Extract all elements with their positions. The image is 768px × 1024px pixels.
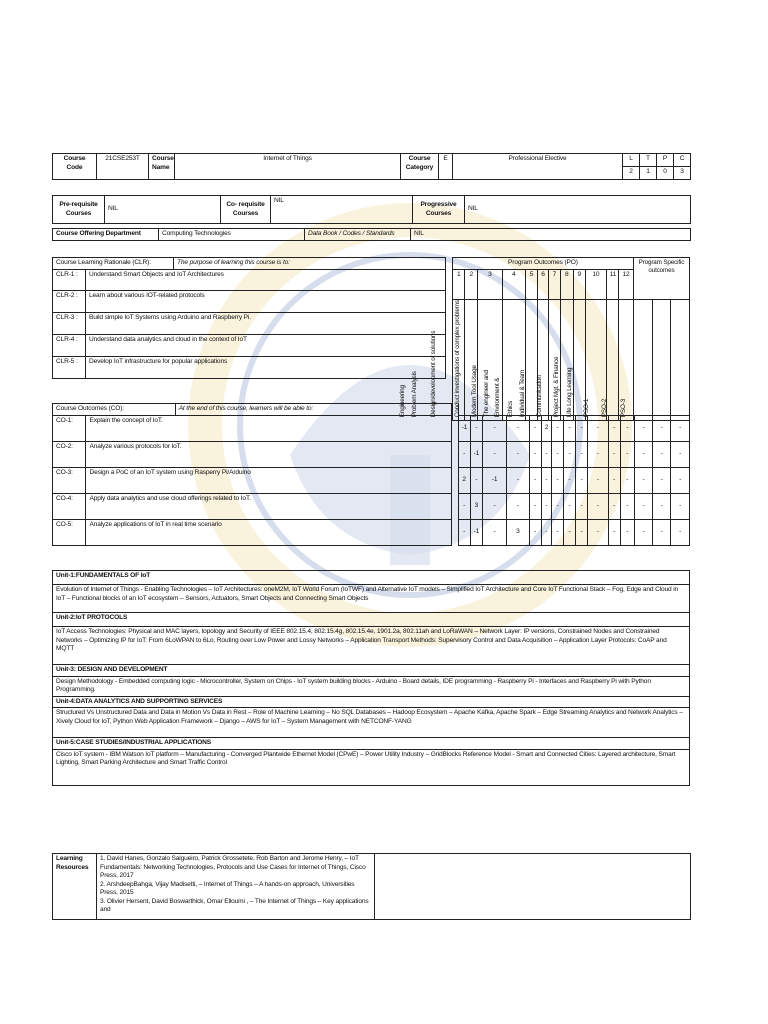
resource-item: 2. ArshdeepBahga, Vijay Madisetti, – Internet of Things – A hands-on approach, Universities Press, 2015 (100, 880, 355, 897)
co-po-mapping: - (576, 442, 588, 468)
unit-title: Unit-3: DESIGN AND DEVELOPMENT (53, 665, 690, 677)
co-po-mapping: - (620, 494, 634, 520)
co-po-mapping: - (482, 520, 506, 546)
clr-table (52, 257, 446, 379)
co-po-mapping: - (671, 468, 690, 494)
prereq-value: NIL (105, 196, 221, 224)
po-heading-text: Conduct investigations of complex problems (453, 300, 461, 418)
co-po-mapping: - (634, 468, 652, 494)
co-text: Apply data analytics and use cloud offerings related to IoT. (86, 494, 451, 520)
co-text: Analyze various protocols for IoT. (86, 442, 451, 468)
learning-resources-table (52, 853, 691, 920)
co-po-mapping: - (507, 494, 529, 520)
category-name: Professional Elective (453, 154, 623, 180)
co-po-mapping: - (588, 520, 608, 546)
unit-body: Structured Vs Unstructured Data and Data in Motion Vs Data in Rest – Role of Machine Learning – No SQL Databases – Hadoop Ecosystem – Apache Kafka, Apache Spark – Edge Streaming Analytics and Network Analytics – Xively Cloud for IoT, Python Web Application Framework – Django – AWS for IoT – System Management with NETCONF-YANG (53, 708, 690, 738)
co-po-mapping: 2 (458, 468, 470, 494)
progressive-label: Progressive Courses (413, 196, 465, 224)
ltpc-value: 2 (623, 167, 640, 180)
po-heading-text: Environment & (494, 378, 502, 418)
co-po-mapping: - (576, 520, 588, 546)
co-po-mapping: - (482, 494, 506, 520)
course-name: Internet of Things (175, 154, 401, 180)
course-header-table (52, 153, 691, 180)
po-heading-text: PSO-2 (601, 399, 609, 418)
co-gap (451, 416, 458, 442)
co-po-mapping: - (470, 468, 482, 494)
po-heading-text: Individual & Team (519, 370, 527, 418)
co-po-mapping: - (671, 494, 690, 520)
po-heading-text: PSO-1 (582, 399, 590, 418)
co-po-mapping: - (608, 416, 620, 442)
co-po-mapping: - (551, 416, 563, 442)
co-po-mapping: - (507, 416, 529, 442)
co-po-mapping: - (608, 494, 620, 520)
co-po-mapping: - (507, 442, 529, 468)
co-po-mapping: - (470, 416, 482, 442)
co-po-mapping: - (620, 520, 634, 546)
databook-value: NIL (411, 229, 691, 241)
co-po-mapping: - (458, 442, 470, 468)
co-po-mapping: - (634, 520, 652, 546)
units-table (52, 570, 690, 786)
unit-title: Unit-5:CASE STUDIES/INDUSTRIAL APPLICATIONS (53, 738, 690, 750)
co-po-mapping: - (588, 494, 608, 520)
co-po-mapping: - (588, 442, 608, 468)
ltpc-label: T (640, 154, 657, 167)
dept-value: Computing Technologies (159, 229, 305, 241)
co-po-mapping: - (507, 468, 529, 494)
clr-text: Understand Smart Objects and IoT Architectures (86, 269, 446, 290)
ltpc-value: 3 (674, 167, 691, 180)
co-po-mapping: - (563, 494, 575, 520)
co-po-mapping: - (529, 520, 541, 546)
co-po-mapping: - (620, 442, 634, 468)
co-po-mapping: - (608, 442, 620, 468)
po-heading-text: PSO-3 (620, 399, 628, 418)
co-po-mapping: - (576, 468, 588, 494)
coreq-value: NIL (271, 196, 413, 224)
po-number: 6 (538, 269, 548, 299)
co-gap (451, 442, 458, 468)
resources-empty-cell (375, 854, 691, 920)
co-code: CO-1: (53, 416, 86, 442)
co-po-mapping: - (563, 442, 575, 468)
co-po-mapping: 2 (541, 416, 551, 442)
co-po-mapping: - (653, 416, 671, 442)
co-text: Analyze applications of IoT in real time scenario (86, 520, 451, 546)
resource-item: 1. David Hanes, Gonzalo Salgueiro, Patrick Grossetete, Rob Barton and Jerome Henry, – IoT Fundamentals: Networking Technologies, Protocols and Use Cases for Internet of Things, Cisco Press, 2017 (100, 855, 366, 880)
co-po-mapping: - (541, 468, 551, 494)
co-po-mapping: - (588, 468, 608, 494)
clr-code: CLR-5 : (53, 356, 86, 378)
co-po-mapping: - (563, 468, 575, 494)
clr-text: Build simple IoT Systems using Arduino and Raspberry Pi. (86, 312, 446, 334)
co-po-mapping: - (634, 494, 652, 520)
co-code: CO-3: (53, 468, 86, 494)
co-header-spacer (458, 404, 689, 416)
pso-title: Program Specific outcomes (633, 258, 689, 300)
co-text: Design a PoC of an IoT system using Rasperry Pi/Arduino (86, 468, 451, 494)
co-po-mapping: - (634, 416, 652, 442)
co-po-mapping: - (653, 442, 671, 468)
co-gap (451, 468, 458, 494)
course-category: E (439, 154, 453, 180)
po-title: Program Outcomes (PO) (453, 258, 634, 270)
unit-body: Design Methodology - Embedded computing logic - Microcontroller, System on Chips - IoT system building blocks - Arduino - Board details, IDE programming - Raspberry Pi - Interfaces and Raspberry Pi with Python Programming. (53, 676, 690, 696)
co-po-mapping: - (551, 520, 563, 546)
co-po-mapping: -1 (470, 442, 482, 468)
co-po-mapping: 3 (470, 494, 482, 520)
co-po-mapping: - (620, 468, 634, 494)
co-purpose: At the end of this course, learners will be able to: (175, 404, 451, 416)
dept-label: Course Offering Department (53, 229, 159, 241)
co-po-mapping: - (634, 442, 652, 468)
po-heading-text: Life Long Learning (565, 368, 573, 418)
co-label: Course Outcomes (CO): (53, 404, 176, 416)
co-gap (451, 520, 458, 546)
po-number: 4 (502, 269, 525, 299)
co-po-mapping: - (588, 416, 608, 442)
co-po-mapping: - (551, 468, 563, 494)
ltpc-label: P (657, 154, 674, 167)
course-code: 21CSE253T (97, 154, 149, 180)
unit-title: Unit-2:IoT PROTOCOLS (53, 613, 690, 627)
co-po-mapping: - (551, 494, 563, 520)
po-heading (620, 299, 690, 420)
clr-code: CLR-1 : (53, 269, 86, 290)
co-po-mapping: - (551, 442, 563, 468)
clr-text: Learn about various IOT-related protocols (86, 290, 446, 312)
clr-code: CLR-3 : (53, 312, 86, 334)
course-name-label: Course Name (149, 154, 175, 180)
ltpc-label: L (623, 154, 640, 167)
unit-body: Cisco IoT system - IBM Watson IoT platform – Manufacturing - Converged Plantwide Ethernet Model (CPwE) – Power Utility Industry – GridBlocks Reference Model - Smart and Connected Cities: Layered architecture, Smart Lighting, Smart Parking Architecture and Smart Traffic Control (53, 749, 690, 785)
clr-code: CLR-4 : (53, 334, 86, 356)
po-heading-text: Project Mgt. & Finance (552, 357, 560, 418)
clr-purpose: The purpose of learning this course is to: (174, 258, 446, 270)
co-code: CO-2: (53, 442, 86, 468)
po-heading-text: Problem Analysis (411, 371, 419, 418)
co-po-mapping: - (608, 520, 620, 546)
course-code-label: Course Code (53, 154, 97, 180)
co-po-mapping: - (529, 416, 541, 442)
co-po-mapping: - (671, 442, 690, 468)
department-table (52, 228, 691, 241)
resource-item: 3. Olivier Hersent, David Boswarthick, Omar Elloumi , – The Internet of Things – Key applications and (100, 897, 369, 914)
co-po-mapping: - (620, 416, 634, 442)
clr-text: Understand data analytics and cloud in the context of IoT (86, 334, 446, 356)
prerequisite-table (52, 195, 691, 224)
co-po-mapping: - (541, 494, 551, 520)
databook-label: Data Book / Codes / Standards (305, 229, 411, 241)
co-text: Explain the concept of IoT. (86, 416, 451, 442)
co-po-mapping: - (482, 416, 506, 442)
co-po-mapping: 3 (507, 520, 529, 546)
clr-text: Develop IoT infrastructure for popular applications (86, 356, 446, 378)
resources-label: Learning Resources (53, 854, 97, 920)
co-po-mapping: - (671, 520, 690, 546)
po-number: 2 (465, 269, 477, 299)
unit-body: Evolution of Internet of Things - Enabling Technologies – IoT Architectures: oneM2M, IoT World Forum (IoTWF) and Alternative IoT models – Simplified IoT Architecture and Core IoT Functional Stack – Fog, Edge and Cloud in IoT – Functional blocks of an IoT ecosystem – Sensors, Actuators, Smart Objects and Connecting Smart Objects (53, 585, 690, 613)
co-po-mapping: - (529, 442, 541, 468)
po-heading-text: Communication (535, 375, 543, 418)
co-po-mapping: - (529, 494, 541, 520)
po-heading-text: Ethics (506, 401, 514, 418)
po-heading-text: Engineering (398, 385, 406, 418)
po-number: 7 (548, 269, 560, 299)
co-po-mapping: - (458, 494, 470, 520)
co-po-mapping: - (608, 468, 620, 494)
co-gap (451, 494, 458, 520)
po-number: 11 (606, 269, 618, 299)
co-po-mapping: - (541, 520, 551, 546)
ltpc-value: 0 (657, 167, 674, 180)
progressive-value: NIL (465, 196, 691, 224)
co-po-mapping: -1 (458, 416, 470, 442)
prereq-label: Pre-requisite Courses (53, 196, 105, 224)
po-heading-text: Modern Tool Usage (471, 365, 479, 418)
co-po-mapping: - (653, 494, 671, 520)
unit-title: Unit-4:DATA ANALYTICS AND SUPPORTING SERVICES (53, 696, 690, 708)
co-po-mapping: -1 (470, 520, 482, 546)
co-po-mapping: - (653, 520, 671, 546)
po-number: 8 (561, 269, 573, 299)
co-po-mapping: - (458, 520, 470, 546)
co-code: CO-4: (53, 494, 86, 520)
co-po-mapping: - (541, 442, 551, 468)
co-gap (451, 404, 458, 416)
po-number: 1 (453, 269, 465, 299)
po-number: 5 (525, 269, 537, 299)
po-number: 3 (477, 269, 502, 299)
coreq-label: Co- requisite Courses (221, 196, 271, 224)
co-po-mapping: -1 (482, 468, 506, 494)
co-po-mapping: - (671, 416, 690, 442)
co-po-mapping: - (529, 468, 541, 494)
co-po-mapping: - (563, 416, 575, 442)
program-outcomes-table (398, 257, 690, 421)
co-po-mapping: - (482, 442, 506, 468)
po-heading-text: The engineer and (482, 370, 490, 418)
unit-title: Unit-1:FUNDAMENTALS OF IoT (53, 571, 690, 585)
clr-code: CLR-2 : (53, 290, 86, 312)
unit-body: IoT Access Technologies: Physical and MAC layers, topology and Security of IEEE 802.15.4, 802.15.4g, 802.15.4e, 1901.2a, 802.11ah and LoRaWAN – Network Layer: IP versions, Constrained Nodes and Constrained Networks – Optimizing IP for IoT: From 6LoWPAN to 6Lo, Routing over Low Power and Lossy Networks – Application Transport Methods: Supervisory Control and Data Acquisition – Application Layer Protocols: CoAP and MQTT (53, 627, 690, 665)
course-category-label: Course Category (401, 154, 439, 180)
po-number: 9 (573, 269, 585, 299)
po-number: 12 (619, 269, 634, 299)
co-po-mapping: - (653, 468, 671, 494)
ltpc-value: 1 (640, 167, 657, 180)
co-po-mapping: - (576, 494, 588, 520)
po-heading-text: Design/development of solutions (429, 331, 437, 418)
co-code: CO-5: (53, 520, 86, 546)
clr-label: Course Learning Rationale (CLR): (53, 258, 174, 270)
ltpc-label: C (674, 154, 691, 167)
course-outcomes-table (52, 403, 690, 546)
co-po-mapping: - (563, 520, 575, 546)
po-number: 10 (586, 269, 607, 299)
co-po-mapping: - (576, 416, 588, 442)
